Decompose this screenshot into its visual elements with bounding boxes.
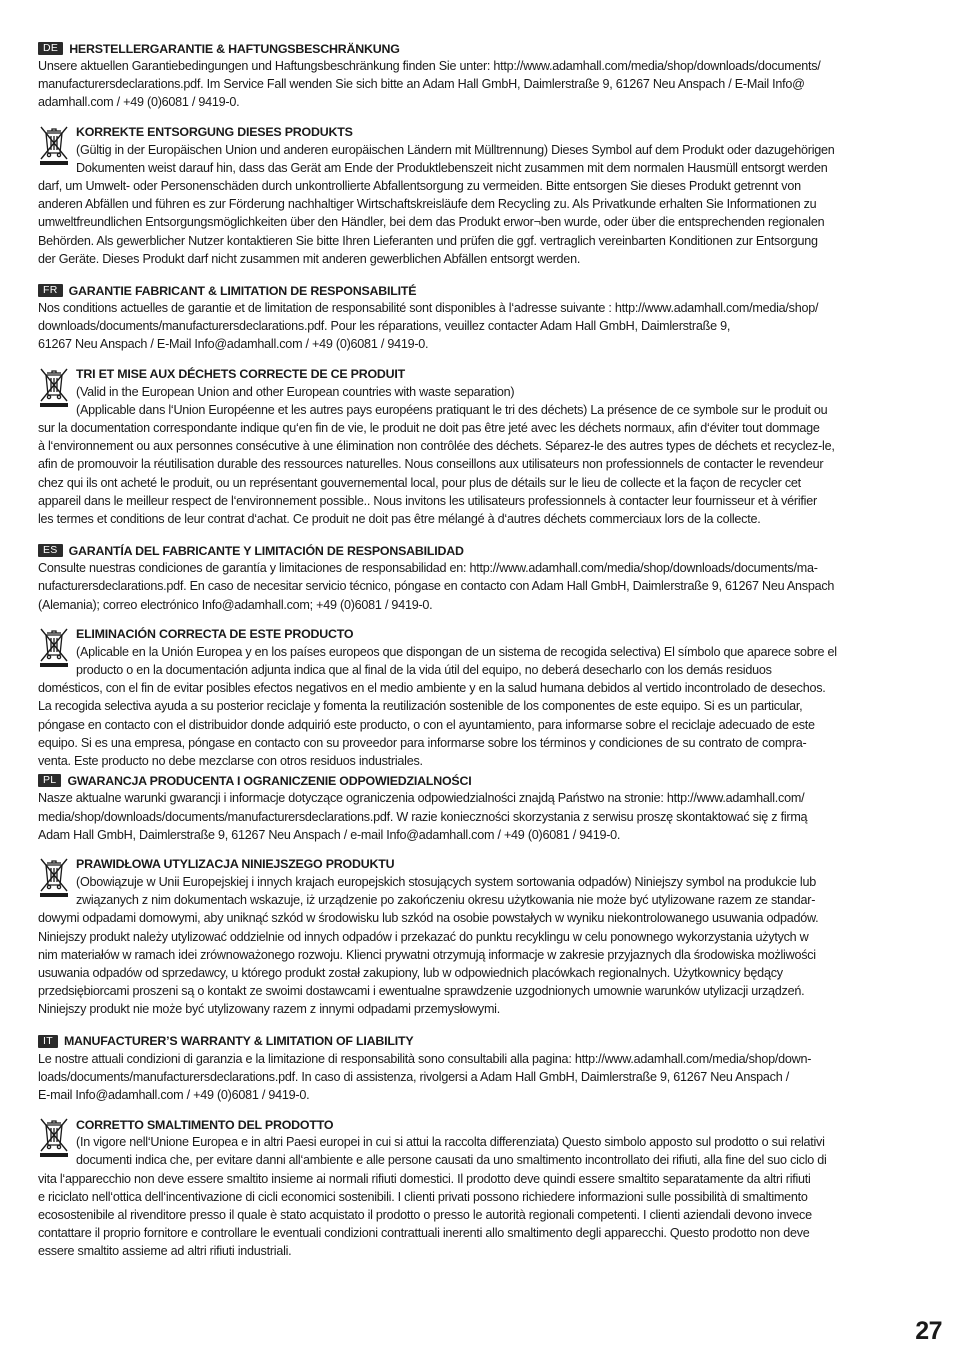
warranty-text-line: adamhall.com / +49 (0)6081 / 9419-0.	[38, 95, 240, 110]
disposal-text-line: darf, um Umwelt- oder Personenschäden durch unkontrollierte Abfallentsorgung zu vermeiden. Bitte entsorgen Sie dieses Produkt getrennt von	[38, 179, 801, 194]
warranty-text-line: manufacturersdeclarations.pdf. Im Service Fall wenden Sie sich bitte an Adam Hall GmbH, Daimlerstraße 9, 61267 Neu Anspach / E-Mail Info@	[38, 77, 805, 92]
warranty-text-line: 61267 Neu Anspach / E-Mail Info@adamhall.com / +49 (0)6081 / 9419-0.	[38, 337, 429, 352]
disposal-text-line: nim materiałów w ramach idei zrównoważonego rozwoju. Klienci prywatni otrzymują informacje w zakresie przyjaznych dla środowiska możliwości	[38, 947, 816, 962]
disposal-text-line: Dokumenten weist darauf hin, dass das Gerät am Ende der Produktlebenszeit nicht zusammen mit dem normalen Hausmüll entsorgt werden	[76, 160, 828, 175]
disposal-text-line: Behörden. Als gewerblicher Nutzer kontaktieren Sie bitte Ihren Lieferanten und prüfen die ggf. vertraglich vereinbarten Konditionen zur Entsorgung	[38, 233, 818, 248]
warranty-title: GWARANCJA PRODUCENTA I OGRANICZENIE ODPOWIEDZIALNOŚCI	[67, 773, 472, 788]
disposal-text-line: les termes et conditions de leur contrat d‘achat. Ce produit ne doit pas être mélangé à d‘autres déchets commerciaux lors de la collecte.	[38, 512, 761, 527]
disposal-text-line: essere smaltito assieme ad altri rifiuti industriali.	[38, 1244, 292, 1259]
disposal-text-line: e riciclato nell‘ottica dell‘incentivazione di cicli economici sostenibili. I clienti privati possono richiedere informazioni sulle possibilità di smaltimento	[38, 1189, 808, 1204]
disposal-text-line: (Aplicable en la Unión Europea y en los países europeos que dispongan de un sistema de recogida selectiva) El símbolo que aparece sobre el	[76, 644, 837, 659]
warranty-title: HERSTELLERGARANTIE & HAFTUNGSBESCHRÄNKUNG	[69, 41, 400, 56]
warranty-text-line: nufacturersdeclarations.pdf. En caso de necesitar servicio técnico, póngase en contacto con Adam Hall GmbH, Daimlerstraße 9, 61267 Neu Anspach	[38, 579, 835, 594]
disposal-text-line: chez qui ils ont acheté le produit, ou un représentant gouvernemental local, pour plus de détails sur le lieu de collecte et la façon de recycler cet	[38, 475, 801, 490]
disposal-text-line: documenti indica che, per evitare danni all‘ambiente e alle persone causati da uno smaltimento incontrollato dei rifiuti, alla fine del suo ciclo di	[76, 1153, 827, 1168]
disposal-text-line: domésticos, con el fin de evitar posibles efectos negativos en el medio ambiente y en la salud humana debidos al vertido incontrolado de desechos.	[38, 681, 826, 696]
warranty-heading	[38, 40, 918, 57]
disposal-text-line: producto o en la documentación adjunta indica que al final de la vida útil del equipo, no deberá desecharlo con los demás residuos	[76, 663, 772, 678]
disposal-text-line: contattare il proprio fornitore e controllare le eventuali condizioni contrattuali inerenti allo smaltimento degli apparecchi. Questo prodotto non deve	[38, 1226, 810, 1241]
disposal-text-line: venta. Este producto no debe mezclarse con otros residuos industriales.	[38, 754, 423, 769]
warranty-title: GARANTÍA DEL FABRICANTE Y LIMITACIÓN DE RESPONSABILIDAD	[68, 543, 464, 558]
disposal-title: KORREKTE ENTSORGUNG DIESES PRODUKTS	[76, 125, 353, 140]
disposal-text-line: (In vigore nell‘Unione Europea e in altri Paesi europei in cui si attui la raccolta differenziata) Questo simbolo apposto sul prodotto o sui relativi	[76, 1135, 825, 1150]
disposal-title: TRI ET MISE AUX DÉCHETS CORRECTE DE CE PRODUIT	[76, 367, 406, 382]
disposal-section-fr	[38, 366, 918, 529]
crossed-out-wheelie-bin-icon	[38, 366, 70, 408]
warranty-text-line: Nasze aktualne warunki gwarancji i informacje dotyczące ograniczenia odpowiedzialności znajdą Państwo na stronie: http://www.adamhall.com/	[38, 791, 805, 806]
disposal-text-line: vita l‘apparecchio non deve essere smaltito insieme ai normali rifiuti domestici. Il prodotto deve quindi essere smaltito separatamente da altri rifiuti	[38, 1171, 811, 1186]
warranty-section-pl	[38, 772, 918, 844]
disposal-text-line: appareil dans le meilleur respect de l‘environnement possible.. Nous invitons les utilisateurs professionnels à contacter leur fournisseur et à vérifier	[38, 493, 817, 508]
disposal-text-line: dowymi odpadami domowymi, aby uniknąć szkód w środowisku lub szkód na osobie powstałych w wyniku niekontrolowanego usuwania odpadów.	[38, 911, 819, 926]
disposal-text-line: usuwania odpadów od sprzedawcy, u którego produkt został zakupiony, lub w odpowiednich placówkach regionalnych. Użytkownicy będący	[38, 965, 783, 980]
disposal-text-line: (Applicable dans l‘Union Européenne et les autres pays européens pratiquant le tri des déchets) La présence de ce symbole sur le produit ou	[76, 402, 828, 417]
document-page	[38, 40, 918, 1275]
disposal-text-line: à l‘environnement ou aux personnes consécutive à une élimination non contrôlée des déchets. Séparez-le des autres types de déchets et recyclez-le,	[38, 439, 835, 454]
disposal-heading	[38, 626, 918, 643]
disposal-heading	[38, 1116, 918, 1133]
disposal-text-line: póngase en contacto con el distribuidor donde adquirió este producto, o con el ayuntamiento, para informarse sobre el reciclaje adecuado de este	[38, 717, 815, 732]
warranty-text-line: Consulte nuestras condiciones de garantía y limitaciones de responsabilidad en: http://www.adamhall.com/media/shop/downloads/documents/ma-	[38, 561, 818, 576]
warranty-text-line: Unsere aktuellen Garantiebedingungen und Haftungsbeschränkung finden Sie unter: http://www.adamhall.com/media/shop/downloads/documents/	[38, 59, 821, 73]
crossed-out-wheelie-bin-icon	[38, 856, 70, 898]
disposal-section-it	[38, 1116, 918, 1260]
disposal-text-line: (Valid in the European Union and other European countries with waste separation)	[76, 384, 515, 399]
disposal-title: PRAWIDŁOWA UTYLIZACJA NINIEJSZEGO PRODUKTU	[76, 857, 395, 872]
disposal-heading	[38, 366, 918, 383]
disposal-text-line: Niniejszy produkt należy utylizować oddzielnie od innych odpadów i przekazać do punktu recyklingu w celu ponownego wykorzystania użytych w	[38, 929, 809, 944]
warranty-section-fr	[38, 282, 918, 354]
page-number: 27	[915, 1317, 942, 1345]
language-badge: PL	[38, 774, 61, 787]
disposal-text-line: sur la documentation correspondante indique qu‘en fin de vie, le produit ne doit pas être jeté avec les déchets normaux, afin d‘éviter tout dommage	[38, 421, 820, 436]
disposal-text-line: (Gültig in der Europäischen Union und anderen europäischen Ländern mit Mülltrennung) Dieses Symbol auf dem Produkt oder dazugehörigen	[76, 142, 835, 157]
disposal-heading	[38, 856, 918, 873]
crossed-out-wheelie-bin-icon	[38, 1116, 70, 1158]
disposal-section-de	[38, 124, 918, 268]
warranty-text-line: media/shop/downloads/documents/manufacturersdeclarations.pdf. W razie konieczności skorzystania z serwisu proszę skontaktować się z firmą	[38, 809, 808, 824]
disposal-section-pl	[38, 856, 918, 1019]
warranty-section-de	[38, 40, 918, 112]
language-badge: IT	[38, 1035, 58, 1048]
disposal-text-line: der Geräte. Dieses Produkt darf nicht zusammen mit anderen gewerblichen Abfällen entsorgt werden.	[38, 251, 581, 266]
disposal-section-es	[38, 626, 918, 770]
disposal-text-line: equipo. Si es una empresa, póngase en contacto con su proveedor para informarse sobre los términos y condiciones de su contrato de compra-	[38, 735, 807, 750]
disposal-text-line: ecosostenibile al rivenditore presso il quale è stato acquistato il prodotto o presso le autorità regionali competenti. I clienti aziendali devono invece	[38, 1207, 812, 1222]
warranty-text-line: downloads/documents/manufacturersdeclarations.pdf. Pour les réparations, veuillez contacter Adam Hall GmbH, Daimlerstraße 9,	[38, 319, 731, 334]
disposal-text-line: przedsiębiorcami proszeni są o kontakt ze swoimi dostawcami i ewentualne sprawdzenie uzgodnionych umownie warunków utylizacji urządzeń.	[38, 984, 805, 999]
language-badge: FR	[38, 284, 63, 297]
warranty-heading	[38, 282, 918, 299]
warranty-heading	[38, 1033, 918, 1050]
warranty-text-line: Nos conditions actuelles de garantie et de limitation de responsabilité sont disponibles à l‘adresse suivante : http://www.adamhall.com/media/shop/	[38, 301, 819, 316]
warranty-text-line: Le nostre attuali condizioni di garanzia e la limitazione di responsabilità sono consultabili alla pagina: http://www.adamhall.com/media/shop/down-	[38, 1051, 812, 1066]
warranty-text-line: Adam Hall GmbH, Daimlerstraße 9, 61267 Neu Anspach / e-mail Info@adamhall.com / +49 (0)6081 / 9419-0.	[38, 827, 621, 842]
disposal-text-line: Niniejszy produkt nie może być utylizowany razem z innymi odpadami przemysłowymi.	[38, 1002, 500, 1017]
warranty-heading	[38, 772, 918, 789]
disposal-text-line: afin de promouvoir la réutilisation durable des ressources naturelles. Nous conseillons aux utilisateurs non professionnels de contacter le revendeur	[38, 457, 824, 472]
disposal-text-line: umweltfreundlichen Entsorgungsmöglichkeiten über den Händler, bei dem das Produkt erwor¬ben wurde, oder über die entsprechenden regionalen	[38, 215, 825, 230]
disposal-text-line: anderen Abfällen und führen es zur Förderung nachhaltiger Wirtschaftskreisläufe dem Recycling zu. Als Privatkunde erhalten Sie Informationen zu	[38, 197, 817, 212]
warranty-section-it	[38, 1033, 918, 1105]
disposal-text-line: związanych z nim dokumentach wskazuje, iż urządzenie po zakończeniu okresu użytkowania nie może być utylizowane razem ze standar-	[76, 893, 816, 908]
warranty-text-line: E-mail Info@adamhall.com / +49 (0)6081 / 9419-0.	[38, 1087, 310, 1102]
disposal-text-line: La recogida selectiva ayuda a su posterior reciclaje y fomenta la reutilización sostenible de los componentes de este equipo. Si es un particular,	[38, 699, 803, 714]
disposal-heading	[38, 124, 918, 141]
crossed-out-wheelie-bin-icon	[38, 124, 70, 166]
warranty-heading	[38, 542, 918, 559]
warranty-title: GARANTIE FABRICANT & LIMITATION DE RESPONSABILITÉ	[68, 283, 417, 298]
warranty-title: MANUFACTURER’S WARRANTY & LIMITATION OF LIABILITY	[63, 1034, 414, 1049]
warranty-text-line: (Alemania); correo electrónico Info@adamhall.com; +49 (0)6081 / 9419-0.	[38, 597, 433, 612]
disposal-title: ELIMINACIÓN CORRECTA DE ESTE PRODUCTO	[76, 627, 354, 642]
warranty-text-line: loads/documents/manufacturersdeclarations.pdf. In caso di assistenza, rivolgersi a Adam Hall GmbH, Daimlerstraße 9, 61267 Neu Anspach /	[38, 1069, 789, 1084]
language-badge: DE	[38, 42, 63, 55]
language-badge: ES	[38, 544, 63, 557]
crossed-out-wheelie-bin-icon	[38, 626, 70, 668]
warranty-section-es	[38, 542, 918, 614]
disposal-text-line: (Obowiązuje w Unii Europejskiej i innych krajach europejskich stosujących system sortowania odpadów) Niniejszy symbol na produkcie lub	[76, 874, 816, 889]
disposal-title: CORRETTO SMALTIMENTO DEL PRODOTTO	[76, 1117, 334, 1132]
